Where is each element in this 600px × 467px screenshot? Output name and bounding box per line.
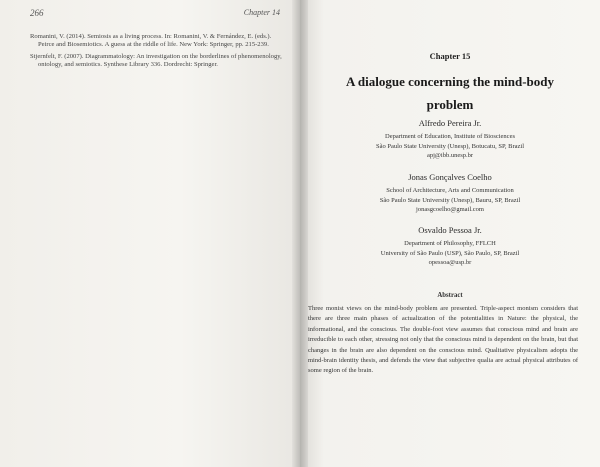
author-block xyxy=(322,225,578,268)
author-institution: São Paulo State University (Unesp), Botucatu, SP, Brazil xyxy=(375,142,525,150)
reference-item: Romanini, V. (2014). Semiosis as a living process. In: Romanini, V. & Fernández, E. (eds.). Peirce and Biosemiotics. A guess at the riddle of life. New York: Springer, pp. 215-239. xyxy=(30,33,272,49)
running-head: Chapter 14 xyxy=(243,8,280,17)
author-name: Jonas Gonçalves Coelho xyxy=(408,172,492,182)
author-affiliation: Department of Philosophy, FFLCH xyxy=(404,240,496,247)
chapter-label: Chapter 15 xyxy=(429,51,471,61)
author-block xyxy=(322,118,578,161)
author-institution: São Paulo State University (Unesp), Bauru, SP, Brazil xyxy=(379,196,521,204)
reference-list xyxy=(30,33,285,73)
author-name: Alfredo Pereira Jr. xyxy=(418,118,482,128)
author-affiliation: Department of Education, Institute of Biosciences xyxy=(385,133,515,140)
author-email: opessoa@usp.br xyxy=(428,259,472,266)
chapter-title: A dialogue concerning the mind-body problem xyxy=(345,74,555,112)
abstract-heading: Abstract xyxy=(437,292,463,299)
author-email: apj@ibb.unesp.br xyxy=(426,152,474,159)
reference-item: Stjernfelt, F. (2007). Diagrammatology: An investigation on the borderlines of phenomenology, ontology, and semiotics. Synthese Library 336. Dordrecht: Springer. xyxy=(30,52,282,69)
author-block xyxy=(322,172,578,215)
book-gutter xyxy=(292,0,308,467)
author-institution: University of São Paulo (USP), São Paulo, SP, Brazil xyxy=(380,249,520,257)
author-email: jonasgcoelho@gmail.com xyxy=(416,206,484,213)
page-number: 266 xyxy=(30,8,44,18)
author-name: Osvaldo Pessoa Jr. xyxy=(418,225,482,235)
abstract-text: Three monist views on the mind-body problem are presented. Triple-aspect monism considers that there are three main phases of actualization of the potentialities in Nature: the physical, the informational, and the conscious. The double-foot view assumes that conscious mind and brain are irreducible to each other, stressing not only that the conscious mind is dependent on the brain, but that changes in the brain are also dependent on the conscious mind. Qualitative physicalism adopts the mind-brain identity thesis, and defends the view that subjective qualia are actual physical attributes of some region of the brain. xyxy=(308,305,578,375)
author-affiliation: School of Architecture, Arts and Communication xyxy=(386,187,514,194)
